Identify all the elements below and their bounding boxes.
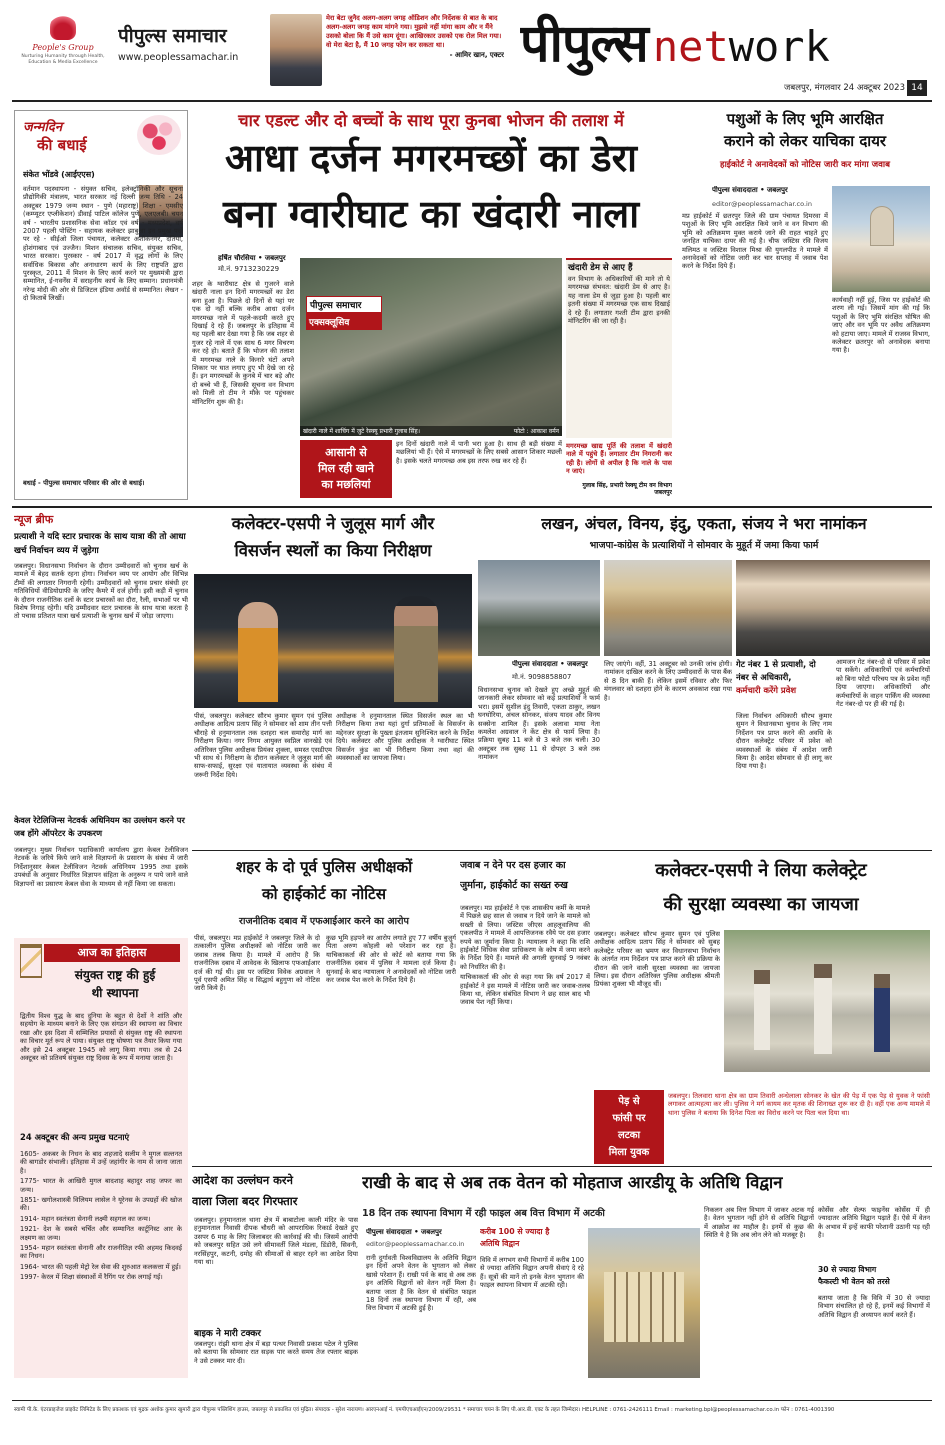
collector-body: पीसं, जबलपुर। कलेक्टर सौरभ कुमार सुमन एवं पुलिस अधीक्षक आदित्य प्रताप सिंह ने सोमवार को शाम तीन पत्ती चौराहे से हनुमानताल तक दशहरा चल समारोह मार्ग का निरीक्षण किया। नगर निगम आयुक्त स्वप्निल वानखेड़े एवं अतिरिक्त पुलिस अधीक्षक प्रियंका शुक्ला, समस्त एसडीएम भी साथ थे। निरीक्षण के दौरान कलेक्टर ने जुलूस मार्ग की साफ-सफाई, सुरक्षा एवं यातायात व्यवस्था के संबंध में जरूरी निर्देश दिये। — [194, 712, 332, 779]
nomination-photo-2 — [604, 560, 732, 656]
lead-sidebar — [566, 258, 672, 438]
court-deck: हाईकोर्ट ने अनावेदकों को नोटिस जारी कर मांगा जवाब — [720, 160, 890, 170]
history-headline-line1: संयुक्त राष्ट्र की हुई — [74, 968, 156, 982]
guest-side2-body: बताया जाता है कि विवि में 30 से ज्यादा विभाग संचालित हो रहे हैं, इनमें कई विभागों में अतिथि विद्वान ही अध्यापन कार्य करते हैं। — [818, 1294, 930, 1319]
pullquote — [300, 440, 392, 498]
fine-headline-line1: जवाब न देने पर दस हजार का — [460, 860, 566, 871]
court-email[interactable]: editor@peoplessamachar.co.in — [712, 200, 812, 208]
court-byline: पीपुल्स संवाददाता • जबलपुर — [712, 186, 788, 194]
court-dome-icon — [870, 206, 894, 246]
officer-figure — [754, 970, 770, 1050]
history-headline — [46, 966, 184, 1006]
history-box — [14, 938, 188, 1378]
exclusive-badge — [306, 296, 382, 332]
security-headline-line2: की सुरक्षा व्यवस्था का जायजा — [663, 894, 859, 915]
network-logo — [520, 6, 932, 76]
officer-figure — [874, 974, 890, 1052]
guest-byline: पीपुल्स संवाददाता • जबलपुर — [366, 1228, 442, 1236]
masthead-rule — [12, 100, 932, 102]
history-event: 1605- अकबर के निधन के बाद शहजादे सलीम ने मुगल सल्तनत की बागडोर संभाली। इतिहास में उन्हें जहांगीर के नाम से जाना जाता है। — [20, 1150, 182, 1175]
network-work: work — [728, 22, 830, 71]
hanging-label-line1: पेड़ से — [618, 1096, 640, 1107]
history-event: 1964- भारत की पहली मेट्रो रेल सेवा की शुरुआत कलकत्ता में हुई। — [20, 1262, 181, 1271]
lotus-icon — [50, 14, 76, 40]
badge-topic: एक्सक्लूसिव — [306, 313, 382, 330]
section-rule-2 — [192, 850, 932, 851]
guest-deck: 18 दिन तक स्थापना विभाग में रही फाइल अब वित्त विभाग में अटकी — [362, 1208, 605, 1219]
collector-body2: अधीक्षक ने हनुमानताल स्थित विसर्जन स्थल का भी निरीक्षण किया तथा यहां दुर्गा प्रतिमाओं के विसर्जन के मद्देनजर सुरक्षा के पुख्ता इंतजाम सुनिश्चित करने के निर्देश दिये। कलेक्टर और पुलिस अधीक्षक ने ग्वारीघाट स्थित विसर्जन कुंड का भी निरीक्षण किया तथा वहां की व्यवस्थाओं का जायजा लिया। — [336, 712, 474, 763]
quote-author: - आमिर खान, एक्टर — [449, 51, 504, 59]
guest-side-title — [480, 1226, 584, 1254]
footer-rule — [12, 1400, 932, 1401]
lead-quote-text: मगरमच्छ खाद्य पूर्ति की तलाश में खंदारी नाले में पहुंचे हैं। लगातार टीम निगरानी कर रही है। लोगों से अपील है कि नाले के पास न जाएं। — [566, 442, 672, 476]
quote-text: मेरा बेटा जुनैद अलग-अलग जगह ऑडिशन और निर्देशक से बात के बाद अलग-अलग जगह काम मांगने गया। मुझसे नहीं मांगा काम और न मैंने उसको बोला कि मैं उसे काम दूंगा। आखिरकार उसको एक रोल मिल गया। वो मेरा बेटा है, मैं 10 जगह फोन कर सकता था। — [326, 14, 502, 49]
history-headline-line2: थी स्थापना — [91, 986, 139, 1000]
lead-sidebar-text: वन विभाग के अधिकारियों की माने तो ये मगरमच्छ संभवत: खंदारी डेम से आए है। यह नाला डेम से जुड़ा हुआ है। पहली बार इतनी संख्या में मगरमच्छ एक साथ दिखाई दे रहे हैं। लगातार गश्ती टीम द्वारा इनकी मॉनिटरिंग की जा रही है। — [568, 275, 670, 326]
court-headline-line1: पशुओं के लिए भूमि आरक्षित — [726, 110, 884, 128]
court-body: मप्र हाईकोर्ट में छतरपुर जिले की ग्राम पंचायत दिमरवा में पशुओं के लिए भूमि आरक्षित किये जाने व वन विभाग की भूमि को अतिक्रमण मुक्त कराये जाने की राहत चाहते हुए जनहित याचिका दायर की गई है। चीफ जस्टिस रवि विजय मलिमठ व जस्टिस विशाल मिश्रा की युगलपीठ ने मामले में अनावेदकों को नोटिस जारी कर चार सप्ताह में जवाब पेश करने के निर्देश दिये हैं। — [682, 212, 828, 271]
guest-body: रानी दुर्गावती विश्वविद्यालय के अतिथि विद्वान इन दिनों अपने वेतन के भुगतान को लेकर खासे परेशान हैं। राखी पर्व के बाद से अब तक इन अतिथि विद्वानों को वेतन नहीं मिला है। बताया जाता है कि वेतन से संबंधित फाइल 18 दिनों तक स्थापना विभाग में रही, अब वित्त विभाग में अटकी हुई है। — [366, 1254, 476, 1313]
birthday-box — [14, 110, 188, 500]
history-events-title: 24 अक्टूबर की अन्य प्रमुख घटनाएं — [20, 1132, 130, 1142]
birthday-title — [23, 117, 133, 157]
nomination-photo-1 — [478, 560, 600, 656]
section-rule-3 — [192, 1166, 932, 1167]
gate-headline-line3: कर्मचारी करेंगे प्रवेश — [736, 685, 797, 695]
pullquote-line1: आसानी से — [325, 446, 367, 459]
order-headline — [192, 1170, 360, 1216]
police-headline-line1: शहर के दो पूर्व पुलिस अधीक्षकों — [235, 858, 413, 876]
history-event: 1954- महान स्वतंत्रता सेनानी और राजनीतिज्ञ रफी अहमद किदवई का निधन। — [20, 1244, 182, 1261]
group-tagline: Nurturing Humanity through Health, Education & Media Excellence — [21, 54, 105, 65]
birthday-wish: बधाई - पीपुल्स समाचार परिवार की ओर से बधाई। — [23, 479, 145, 487]
lead-photo-caption-text: खंदारी नाले में शाचिंग में जुटे रेस्क्यू प्रभारी गुलाब सिंह। — [303, 428, 420, 435]
police-headline — [192, 854, 456, 912]
masthead — [0, 0, 945, 104]
security-photo — [724, 930, 930, 1072]
sp-figure — [394, 596, 438, 702]
history-event: 1914- महान स्वतंत्रता सेनानी लक्ष्मी सहगल का जन्म। — [20, 1214, 151, 1223]
guest-headline: राखी के बाद से अब तक वेतन को मोहताज आरडीयू के अतिथि विद्वान — [362, 1173, 783, 1192]
officer-figure — [814, 964, 832, 1054]
guest-body2: निकलन अब वित्त विभाग में जाकर अटक गई है। वेतन भुगतान नहीं होने से अतिथि विद्वानों में आक्रोश का माहौल है। इनमें से कुछ की स्थिति ये है कि अब लोन लेने को मजबूर है। — [704, 1206, 814, 1240]
fine-headline — [460, 856, 590, 902]
network-net: net — [652, 22, 729, 71]
guest-side-body: विवि में लगभग सभी विभागों में करीब 100 से ज्यादा अतिथि विद्वान अपनी सेवाएं दे रहे हैं। सूत्रों की मानें तो इनके वेतन भुगतान की फाइल स्थापना विभाग में अटकी रही। — [480, 1256, 584, 1290]
lead-quote-author: गुलाब सिंह, प्रभारी रेस्क्यू टीम वन विभाग जबलपुर — [582, 482, 672, 496]
samachar-url[interactable]: www.peoplessamachar.in — [118, 52, 239, 63]
police-body2: कुछ भूमि हड़पने का आरोप लगाते हुए 77 वर्षीय बुजुर्ग पिता अरुण कोहली को परेशान कर रहा है। याचिकाकर्ता की ओर से कोर्ट को बताया गया कि राजनीतिक दबाव में पुलिस ने मामला दर्ज किया है। सुनवाई के बाद न्यायालय ने अनावेदकों को नोटिस जारी कर जवाब पेश करने के निर्देश दिये हैं। — [326, 934, 456, 985]
history-event: 1997- केरल में शिक्षा संस्थाओं में रैगिंग पर रोक लगाई गई। — [20, 1273, 163, 1282]
aamir-khan-photo — [270, 14, 322, 86]
samachar-logo — [118, 22, 268, 72]
order-headline-line2: वाला जिला बदर गिरफ्तार — [192, 1194, 298, 1208]
order-body: जबलपुर। हनुमानताल थाना क्षेत्र में बाबाटोला काली मंदिर के पास हनुमानताल निवासी दीपक चौधरी को आपराधिक रिकार्ड देखते हुए उसपर 6 माह के लिए जिलाबदर की कार्रवाई की थी। जिसमें आरोपी को जबलपुर सहित उसे लगे सीमावर्ती जिले मंडला, डिंडोरी, सिवनी, नरसिंहपुर, कटनी, दमोह की सीमाओं से बाहर रहने का आदेश दिया गया था। — [194, 1216, 358, 1267]
court-photo — [832, 186, 930, 292]
nomination-body2: लिए जाएंगे। वहीं, 31 अक्टूबर को उनकी जांच होगी। नामांकन दाखिल करने के लिए उम्मीदवारों के पास बैंक से 8 दिन बाकी हैं। लेकिन इसमें रविवार और फिर मंगलवार को दशहरा होने के कारण अवकाश रखा गया है। — [604, 660, 732, 702]
nomination-photo-3 — [736, 560, 930, 656]
history-label-text: आज का इतिहास — [77, 946, 147, 959]
peoples-group-logo — [18, 14, 108, 84]
lead-quote-box — [566, 442, 672, 502]
security-body: जबलपुर। कलेक्टर सौरभ कुमार सुमन एवं पुलिस अधीक्षक आदित्य प्रताप सिंह ने सोमवार को सुबह कलेक्ट्रेट परिसर का भ्रमण कर विधानसभा निर्वाचन के अंतर्गत नाम निर्देशन पत्र प्राप्त करने की प्रक्रिया के दौरान की जाने वाली सुरक्षा व्यवस्था का जायजा लिया। इस दौरान अतिरिक्त पुलिस अधीक्षक श्रीमती प्रियंका शुक्ला भी मौजूद थीं। — [594, 930, 720, 989]
security-headline — [592, 854, 930, 924]
gate-body2: आमजन गेट नंबर-दो से परिसर में प्रवेश पा सकेंगे। अधिकारियों एवं कर्मचारियों को बिना फोटो परिचय पत्र के प्रवेश नहीं दिया जाएगा। अधिकारियों और कर्मचारियों के वाहन पार्किंग की व्यवस्था गेट नंबर-दो पर ही की गई है। — [836, 658, 930, 709]
hanging-label-line4: मिला युवक — [608, 1147, 650, 1158]
collector-headline — [192, 510, 474, 568]
history-label — [44, 944, 180, 962]
lead-photo-caption — [300, 426, 562, 436]
lead-sidebar-title: खंदारी डेम से आए हैं — [568, 263, 633, 273]
guest-photo — [588, 1228, 700, 1378]
page-number: 14 — [907, 80, 927, 96]
guest-body3: कोर्सेस और सेल्फ फाइनेंस कोर्सेस में ही ज्यादातर अतिथि विद्वान पढ़ाते हैं। ऐसे में वेतन के अभाव में इन्हें काफी परेशानी उठानी पड़ रही है। — [818, 1206, 930, 1240]
police-deck: राजनीतिक दबाव में एफआईआर करने का आरोप — [239, 916, 409, 927]
guest-side2-title-line1: 30 से ज्यादा विभाग — [818, 1265, 877, 1274]
birthday-title-line2: की बधाई — [37, 136, 87, 154]
theft-body: जबलपुर। रांझी थाना क्षेत्र में बड़ा पत्थर निवासी प्रकाश पटेल ने पुलिस को बताया कि सोमवार रात सड़क पार करते समय तेज रफ्तार बाइक ने उसे टक्कर मार दी। — [194, 1340, 358, 1365]
history-event: 1851- खगोलशास्त्री विलियम लासेल ने यूरेनस के उपग्रहों की खोज की। — [20, 1196, 182, 1213]
lead-photo — [300, 258, 562, 436]
section-rule-1 — [12, 506, 932, 508]
birthday-name: संकेत भोंडवे (आईएएस) — [23, 170, 95, 179]
nomination-body: विधानसभा चुनाव को देखते हुए अच्छे मुहूर्त की जानकारी लेकर सोमवार को कई प्रत्याशियों ने फार्म भरा। इसमें सुशील इंदु तिवारी, एकता ठाकुर, लखन घनघोरिया, अंचल सोनकर, संजय यादव और विनय सक्सेना शामिल हैं। इसके अलावा माया नेता कमलेश अग्रवाल ने केंट क्षेत्र से फार्म लिया है। प्रक्रिया सुबह 11 बजे से 3 बजे तक चली। 30 अक्टूबर तक सुबह 11 से दोपहर 3 बजे तक नामांकन — [478, 686, 600, 762]
birthday-bio: वर्तमान पदस्थापना - संयुक्त सचिव, इलेक्ट्रॉनिकी और सूचना प्रौद्योगिकी मंत्रालय, भारत सरकार नई दिल्ली जन्म तिथि - 24 अक्टूबर 1979 जन्म स्थान - पुणे (महाराष्ट्र) शिक्षा - एमसीए (कम्प्यूटर एप्लीकेशन) डीवाई पाटिल कॉलेज पुणे, एलएलबी। चयन वर्ष - भारतीय प्रशासनिक सेवा कॉडर एवं वर्ष - मध्यप्रदेश, वर्ष 2007 पहली पोस्टिंग - सहायक कलेक्टर झाबुआ इन प्रमुख पदों पर रहे - सीईओ जिला पंचायत, कलेक्टर अशोकनगर, दतिया, होशंगाबाद एवं उज्जैन। मिशन संचालक सचिव, संयुक्त सचिव, भारत सरकार। पुरस्कार - वर्ष 2017 में वृद्ध लोगों के लिए सर्वाधिक बिकास और अनाधारण कार्य के लिए राष्ट्रपति द्वारा पुरस्कृत, 2011 में मिशन के लिए कार्य करने पर मुख्यमंत्री द्वारा सम्मानित, ई-गवर्नेंस में सराहनीय कार्य के लिए सम्मान। प्रधानमंत्री नरेन्द्र मोदी की ओर से डिजिटल इंडिया अवॉर्ड से सम्मानित। लेखन - दो किताबें लिखीं। — [23, 185, 183, 303]
history-event: 1775- भारत के आखिरी मुगल बादशाह बहादुर शाह जफर का जन्म। — [20, 1177, 182, 1194]
history-events — [20, 1150, 182, 1374]
guest-side-title-line1: करीब 100 से ज्यादा है — [480, 1227, 550, 1236]
collector-headline-line2: विसर्जन स्थलों का किया निरीक्षण — [234, 541, 432, 560]
collector-headline-line1: कलेक्टर-एसपी ने जुलूस मार्ग और — [231, 514, 435, 533]
lead-headline-line1: आधा दर्जन मगरमच्छों का डेरा — [224, 136, 638, 180]
fine-body: जबलपुर। मप्र हाईकोर्ट ने एक शासकीय कर्मी के मामले में पिछले छह साल से जवाब न दिये जाने के मामले को सख्ती से लिया। जस्टिस जीएस आहलूवालिया की एकलपीठ ने मामले में आपत्तिजनक रवैये पर दस हजार रुपये का जुर्माना किया है। न्यायालय ने कहा कि राशि हाईकोर्ट विधिक सेवा प्राधिकरण के कोष में जमा करने के निर्देश दिये हैं। मामले की अगली सुनवाई 9 नवंबर को निर्धारित की है। याचिकाकर्ता की ओर से कहा गया कि वर्ष 2017 में हाईकोर्ट ने इस मामले में नोटिस जारी कर जवाब-तलब किया था, लेकिन संबंधित विभाग ने छह साल बाद भी जवाब पेश नहीं किया। — [460, 904, 590, 1007]
news-brief-body: जबलपुर। विधानसभा निर्वाचन के दौरान उम्मीदवारों को चुनाव खर्च के मामले में बेहद सतर्क रहना होगा। निर्वाचन व्यय पर आयोग और विभिन्न टीमों की लगातार निगरानी रहेगी। उम्मीदवारों को चुनाव प्रचार संबंधी हर गतिविधियों वीडियोग्राफी के जरिए कैमरे में दर्ज होगी। इसी कड़ी में चुनाव के दौरान राजनीतिक दलों के स्टार प्रचारकों का दौरा, रैली, सभाओं पर भी विशेष निगाह रहेगी। यदि उम्मीदवार स्टार प्रचारक के साथ यात्रा करता है तो पचास प्रतिशत यात्रा खर्च प्रत्याशी के चुनाव खर्च में जोड़ा जाएगा। — [14, 562, 188, 621]
court-body2: कार्यवाही नहीं हुई, जिस पर हाईकोर्ट की शरण ली गई। जिसमें मांग की गई कि पशुओं के लिए भूमि संरक्षित घोषित की जाए और वन भूमि पर अवैध अतिक्रमण को हटाया जाए। मामले में राजस्व विभाग, कलेक्टर छतरपुर को अनावेदक बनाया गया है। — [832, 296, 930, 355]
flower-icon — [137, 115, 181, 155]
collector-photo — [194, 574, 472, 708]
gate-headline-line2: नंबर से अधिकारी, — [736, 672, 792, 682]
lead-mobile: मो.नं. 9713230229 — [218, 265, 280, 273]
hanging-label-line3: लटका — [617, 1130, 641, 1141]
hanging-body: जबलपुर। तिलवारा थाना क्षेत्र का ग्राम तिवारी अन्धेलाला सोनकर के खेत की पेड़ में एक पेड़ से युवक ने फांसी लगाकर आत्महत्या कर ली। पुलिस ने मर्ग कायम कर मृतक की शिनाख्त शुरू कर दी है। वहीं एक अन्य मामले में थाना पुलिस ने बताया कि दिनेश पिता का विरोध करने पर पिता चल दिया था। — [668, 1092, 930, 1117]
samachar-title: पीपुल्स समाचार — [118, 25, 227, 47]
gate-headline — [736, 658, 832, 710]
lead-byline: हर्षित चौरसिया • जबलपुर — [218, 254, 286, 262]
lead-body: शहर के ग्वारीघाट क्षेत्र से गुजरने वाले खंदारी नाला इन दिनों मगरमच्छों का डेरा बना हुआ है। पिछले दो दिनों से यहां पर एक दो नहीं बल्कि करीब आधा दर्जन मगरमच्छ नाले में पहले-कदमी करते हुए दिखाई दे रहे हैं। जबलपुर के इतिहास में यह पहली बार देखा गया है कि जब शहर से गुजर रहे नाले में एक साथ 6 मगर विचरण कर रहे हो। बताते हैं कि भोजन की तलाश में मगरमच्छ नाले के किनारे घंटों अपने शिकार पर घात लगाए हुए भी देखे जा रहे हैं। इन मगरमच्छों के कुनबे में चार बड़े और दो बच्चे भी हैं, जिसकी सूचना वन विभाग को मिली तो टीम ने मौके पर पहुंचकर मॉनिटरिंग शुरू की है। — [192, 280, 294, 406]
news-brief-label: न्यूज ब्रीफ — [14, 513, 54, 526]
history-body: द्वितीय विश्व युद्ध के बाद दुनिया के बहुत से देशों ने शांति और सहयोग के माध्यम बनाने के लिए एक संगठन की स्थापना का विचार रखा और इस दिशा में सम्मिलित प्रयासों से संयुक्त राष्ट्र की स्थापना का विचार मूर्त रूप ले पाया। संयुक्त राष्ट्र घोषणा पत्र तैयार किया गया और इसे 24 अक्टूबर 1945 को लागू किया गया। तब से 24 अक्टूबर को प्रतिवर्ष संयुक्त राष्ट्र दिवस के रूप में मनाया जाता है। — [20, 1012, 182, 1063]
lead-photo-credit: फोटो : आकाश वर्मन — [513, 428, 559, 435]
order-headline-line1: आदेश का उल्लंघन करने — [192, 1173, 293, 1187]
badge-brand: पीपुल्स समाचार — [306, 296, 382, 313]
nomination-deck: भाजपा-कांग्रेस के प्रत्याशियों ने सोमवार के मुहूर्त में जमा किया फार्म — [589, 540, 819, 551]
guest-side2-title-line2: फैकल्टी भी वेतन को तरसे — [818, 1277, 890, 1286]
fine-headline-line2: जुर्माना, हाईकोर्ट का सख्त रुख — [460, 880, 568, 891]
guest-side2-title — [818, 1264, 930, 1292]
hourglass-icon — [20, 944, 42, 978]
fine-body2: याचिकाकर्ता की ओर से कहा गया कि वर्ष 2017 में हाईकोर्ट ने इस मामले में नोटिस जारी कर जवाब-तलब किया था, लेकिन संबंधित विभाग ने छह साल बाद भी जवाब पेश नहीं किया। — [460, 973, 590, 1007]
gate-headline-line1: गेट नंबर 1 से प्रत्याशी, दो — [736, 659, 816, 669]
news-brief-headline: प्रत्याशी ने यदि स्टार प्रचारक के साथ यात्रा की तो आधा खर्च निर्वाचन व्यय में जुड़ेगा — [14, 532, 186, 556]
news-brief-body2: जबलपुर। मुख्य निर्वाचन पदाधिकारी कार्यालय द्वारा केबल टेलीविजन नेटवर्क के जरिये किये जाने वाले विज्ञापनों के प्रसारण के संबंध में जारी निर्देशानुसार केबल टेलीविजन नेटवर्क अधिनियम 1995 तथा इसके उपबंधों के अनुसार निर्धारित विज्ञापन संहिता के अनुरूप न पाये जाने वाले विज्ञापनों का प्रसारण केबल सेवा के माध्यम से नहीं किया जा सकता। — [14, 846, 188, 888]
nomination-mobile: मो.नं. 9098858807 — [512, 673, 572, 681]
police-headline-line2: को हाईकोर्ट का नोटिस — [262, 885, 386, 903]
security-headline-line1: कलेक्टर-एसपी ने लिया कलेक्ट्रेट — [655, 860, 867, 881]
group-name: People's Group — [32, 43, 94, 52]
lead-headline-line2: बना ग्वारीघाट का खंदारी नाला — [222, 192, 640, 236]
police-body: पीसं, जबलपुर। मप्र हाईकोर्ट ने जबलपुर जिले के दो तत्कालीन पुलिस अधीक्षकों को नोटिस जारी कर जवाब तलब किया है। मामले में आरोप है कि राजनीतिक दबाव में आवेदक के खिलाफ एफआईआर दर्ज की गई थी। इस पर जस्टिस विवेक अग्रवाल ने पूर्व एसपी अमित सिंह व सिद्धार्थ बहुगुणा को नोटिस जारी किये हैं। — [194, 934, 320, 993]
building-icon — [604, 1272, 684, 1342]
hanging-label — [594, 1090, 664, 1164]
nomination-headline: लखन, अंचल, विनय, इंदु, एकता, संजय ने भरा नामांकन — [541, 515, 867, 533]
hanging-label-line2: फांसी पर — [612, 1113, 646, 1124]
quote-box — [326, 14, 504, 90]
theft-title: बाइक ने मारी टक्कर — [194, 1329, 261, 1339]
court-headline — [680, 108, 930, 156]
nomination-byline: पीपुल्स संवाददाता • जबलपुर — [512, 660, 588, 668]
guest-email[interactable]: editor@peoplessamachar.co.in — [366, 1240, 465, 1248]
network-hindi: पीपुल्स — [520, 14, 648, 74]
pullquote-line3: का मछलियां — [321, 478, 371, 491]
news-brief-headline2: केवल रेटेलिजिन्स नेटवर्क अधिनियम का उल्लंघन करने पर जब होंगे ऑपरेटर के उपकरण — [14, 815, 185, 838]
footer-imprint: स्वामी पी.के. एंटरप्राइजेज प्राइवेट लिमिटेड के लिए प्रकाशक एवं मुद्रक अशोक कुमार खुमारी द्वारा पीपुल्स पब्लिशिंग हाउस, जबलपुर से प्रकाशित एवं मुद्रित। संपादक - सुरेश नारायण। आरएनआई नं. एमपीएचआईएन/2009/29531 * समाचार चयन के लिए पी.आर.बी. एक्ट के तहत जिम्मेदार। HELPLINE : 0761-2426111 Email : marketing.bpl@peoplessamachar.co.in फोन : 0761-4001390 — [14, 1407, 835, 1413]
collector-figure — [238, 602, 278, 702]
lead-headline — [190, 130, 672, 248]
pullquote-line2: मिल रही खाने — [318, 462, 374, 475]
birthday-title-line1: जन्मदिन — [23, 120, 63, 135]
gate-body: जिला निर्वाचन अधिकारी सौरभ कुमार सुमन ने विधानसभा चुनाव के लिए नाम निर्देशन पत्र प्राप्त करने की अवधि के दौरान कलेक्ट्रेट परिसर में प्रवेश को व्यवस्थाओं के संबंध में आदेश जारी किया है। आदेश सोमवार से ही लागू कर दिया गया है। — [736, 712, 832, 771]
court-headline-line2: कराने को लेकर याचिका दायर — [723, 132, 887, 150]
guest-side-title-line2: अतिथि विद्वान — [480, 1239, 520, 1248]
lead-body2: इन दिनों खंदारी नाले में पानी भरा हुआ है। साथ ही बड़ी संख्या में मछलियां भी हैं। ऐसे में मगरमच्छों के लिए सबसे आसान शिकार मछली है। इसके चलते मगरमच्छ अब इस तरफ रुख कर रहे हैं। — [396, 440, 562, 465]
dateline: जबलपुर, मंगलवार 24 अक्टूबर 2023 — [784, 83, 905, 93]
history-event: 1921- देश के सबसे चर्चित और सम्मानित कार्टूनिस्ट आर के लक्ष्मण का जन्म। — [20, 1225, 182, 1242]
lead-kicker: चार एडल्ट और दो बच्चों के साथ पूरा कुनबा भोजन की तलाश में — [238, 111, 624, 130]
